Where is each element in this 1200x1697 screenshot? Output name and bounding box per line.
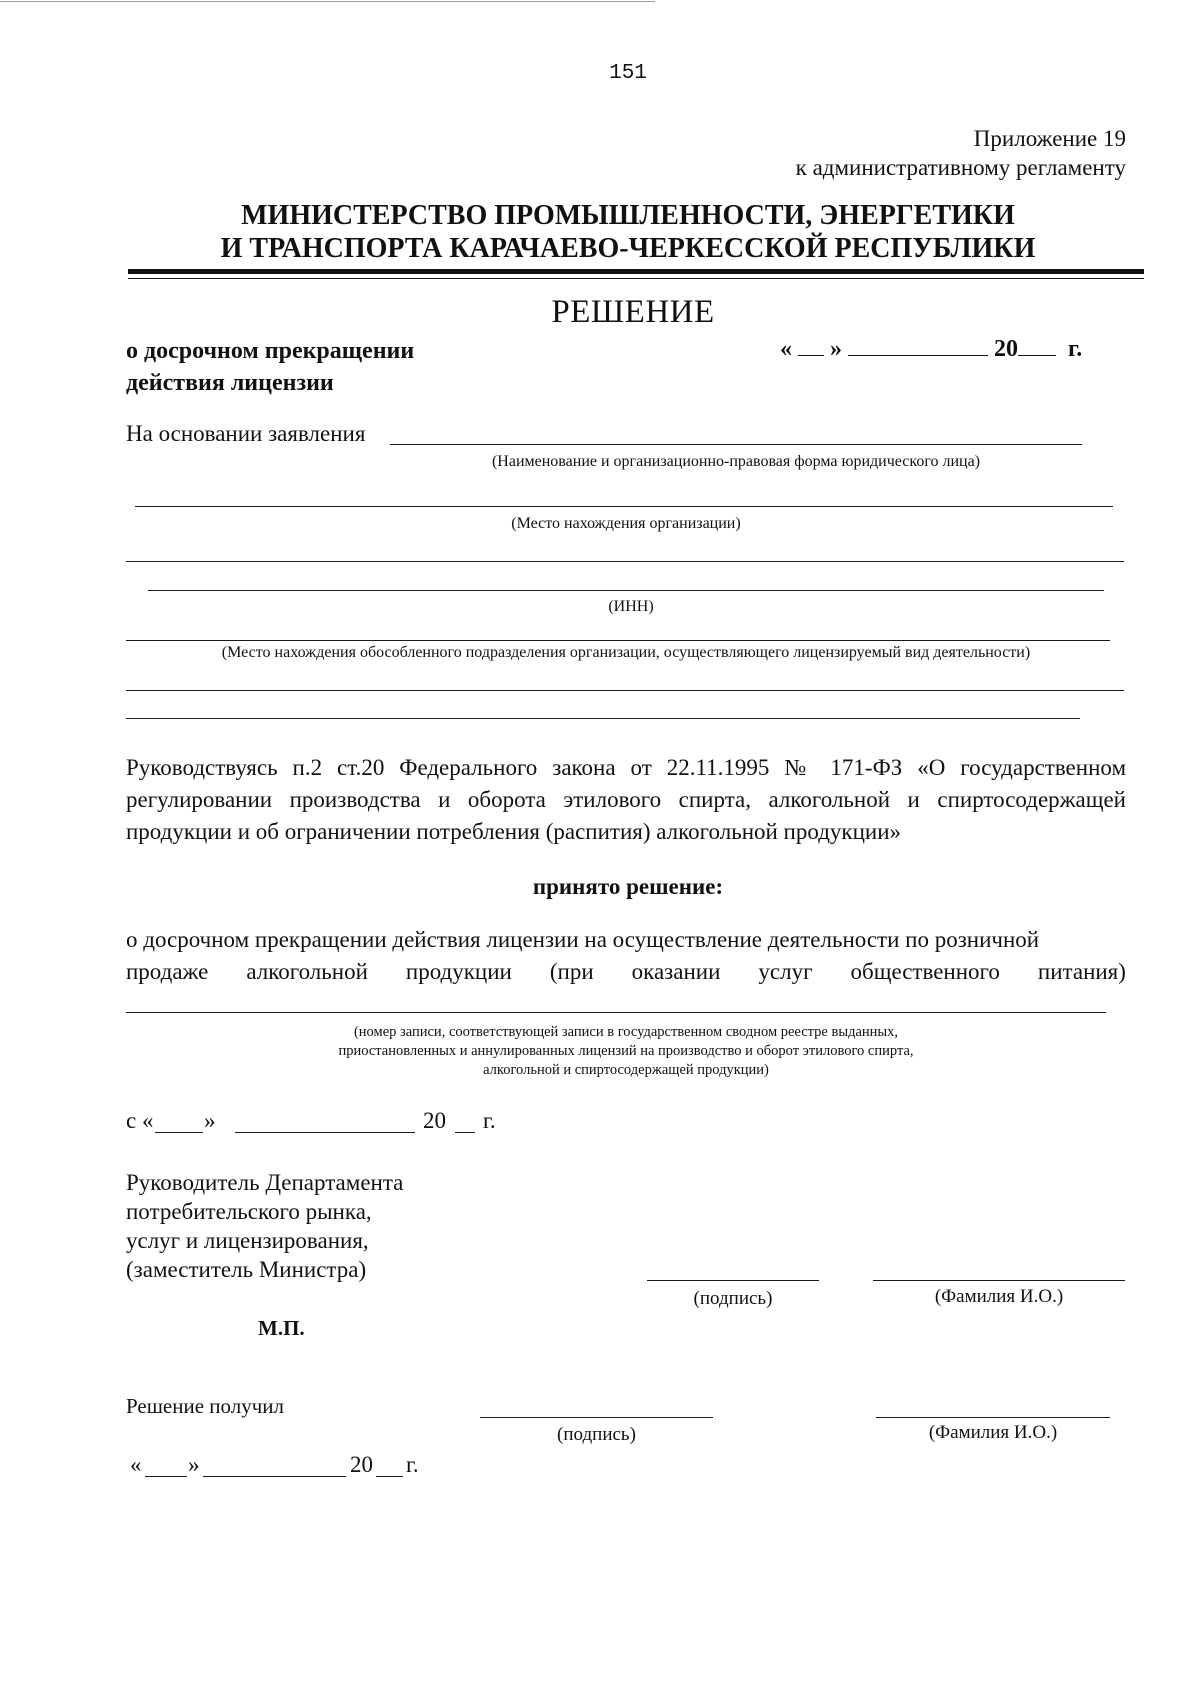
header-rule-thick xyxy=(128,269,1144,274)
registry-caption xyxy=(126,1023,1126,1080)
date-open-quote: « xyxy=(780,336,792,362)
signatory-name-line xyxy=(873,1280,1125,1281)
receipt-day-blank xyxy=(145,1476,187,1477)
effective-month-blank xyxy=(235,1132,415,1133)
date-year-blank xyxy=(1018,335,1056,356)
signatory-signature-line xyxy=(647,1280,819,1281)
decision-date xyxy=(780,335,1082,363)
signatory-signature-caption: (подпись) xyxy=(693,1288,773,1309)
inn-caption: (ИНН) xyxy=(608,598,654,615)
inn-line xyxy=(148,590,1104,591)
ministry-line-1: МИНИСТЕРСТВО ПРОМЫШЛЕННОСТИ, ЭНЕРГЕТИКИ xyxy=(241,200,1015,231)
extra-line-3 xyxy=(126,718,1080,719)
receipt-month-blank xyxy=(203,1476,346,1477)
appendix-line-2: к административному регламенту xyxy=(795,155,1126,180)
decision-word: (при xyxy=(549,959,594,984)
date-day-blank xyxy=(798,335,824,356)
receipt-year-prefix: 20 xyxy=(350,1452,373,1477)
signatory-line-3: услуг и лицензирования, xyxy=(126,1228,369,1253)
signatory-line-1: Руководитель Департамента xyxy=(126,1170,404,1195)
decision-heading: принято решение: xyxy=(532,874,724,899)
decision-word: питания) xyxy=(1037,959,1126,984)
registry-number-line xyxy=(126,1012,1106,1013)
legal-basis-paragraph: Руководствуясь п.2 ст.20 Федерального закона от 22.11.1995 № 171-ФЗ «О государственном регулировании производства и оборота этилового спирта, алкогольной и спиртосодержащей продукции и об ограничении потребления (распития) алкогольной продукции» xyxy=(126,755,1126,844)
receipt-label: Решение получил xyxy=(126,1394,284,1418)
signatory-line-4: (заместитель Министра) xyxy=(126,1257,367,1282)
signatory-line-2: потребительского рынка, xyxy=(126,1199,372,1224)
signatory-block xyxy=(126,1168,403,1284)
decision-word: продукции xyxy=(405,959,512,984)
stamp-place: М.П. xyxy=(258,1316,305,1340)
date-close-quote: » xyxy=(830,336,842,362)
date-year-suffix: г. xyxy=(1068,336,1083,362)
date-year-prefix: 20 xyxy=(994,336,1018,362)
decision-word: продаже xyxy=(126,959,209,984)
receipt-year-suffix: г. xyxy=(406,1452,419,1477)
effective-day-blank xyxy=(155,1132,203,1133)
decision-word: общественного xyxy=(850,959,1000,984)
decision-word: алкогольной xyxy=(246,959,368,984)
subtitle-line-2: действия лицензии xyxy=(126,370,334,396)
location-caption: (Место нахождения организации) xyxy=(511,515,741,532)
registry-caption-line-1: (номер записи, соответствующей записи в государственном сводном реестре выданных, xyxy=(353,1024,899,1040)
receipt-name-caption: (Фамилия И.О.) xyxy=(928,1422,1058,1443)
subtitle-line-1: о досрочном прекращении xyxy=(126,338,415,364)
top-edge-rule xyxy=(0,1,655,2)
date-month-blank xyxy=(848,335,988,356)
ministry-line-2: И ТРАНСПОРТА КАРАЧАЕВО-ЧЕРКЕССКОЙ РЕСПУБЛИКИ xyxy=(220,233,1036,264)
decision-text xyxy=(126,924,1126,988)
signatory-name-caption: (Фамилия И.О.) xyxy=(934,1286,1064,1307)
effective-date-close: » xyxy=(204,1108,216,1133)
effective-year-blank xyxy=(455,1132,475,1133)
page-number: 151 xyxy=(609,62,647,85)
appendix-line-1: Приложение 19 xyxy=(973,126,1126,151)
location-line xyxy=(135,506,1113,507)
effective-date-open: с « xyxy=(126,1108,154,1133)
basis-label: На основании заявления xyxy=(126,421,366,446)
document-subtitle xyxy=(126,335,414,399)
decision-line-1 xyxy=(126,924,1126,956)
receipt-date-open: « xyxy=(130,1452,142,1477)
decision-line-1-text: о досрочном прекращении действия лицензии на осуществление деятельности по розничной xyxy=(126,927,1040,952)
receipt-signature-line xyxy=(480,1417,713,1418)
receipt-date-close: » xyxy=(188,1452,200,1477)
org-name-caption: (Наименование и организационно-правовая форма юридического лица) xyxy=(491,453,981,470)
decision-word: услуг xyxy=(758,959,813,984)
effective-year-prefix: 20 xyxy=(423,1108,446,1133)
ministry-heading xyxy=(0,199,1200,265)
receipt-year-blank xyxy=(376,1476,403,1477)
appendix-block xyxy=(796,124,1126,182)
branch-caption: (Место нахождения обособленного подразделения организации, осуществляющего лицензируемый вид деятельности) xyxy=(221,644,1031,661)
receipt-signature-caption: (подпись) xyxy=(557,1424,636,1445)
document-title: РЕШЕНИЕ xyxy=(551,294,715,330)
effective-year-suffix: г. xyxy=(483,1108,496,1133)
receipt-name-line xyxy=(876,1417,1110,1418)
extra-line-2 xyxy=(126,690,1124,691)
registry-caption-line-3: алкогольной и спиртосодержащей продукции) xyxy=(483,1062,769,1078)
header-rule-thin xyxy=(128,278,1144,279)
org-name-line xyxy=(390,444,1082,445)
extra-line-1 xyxy=(126,561,1124,562)
decision-line-2 xyxy=(126,956,1126,988)
registry-caption-line-2: приостановленных и аннулированных лицензий на производство и оборот этилового спирта, xyxy=(338,1043,914,1059)
branch-line xyxy=(126,640,1110,641)
decision-word: оказании xyxy=(631,959,721,984)
